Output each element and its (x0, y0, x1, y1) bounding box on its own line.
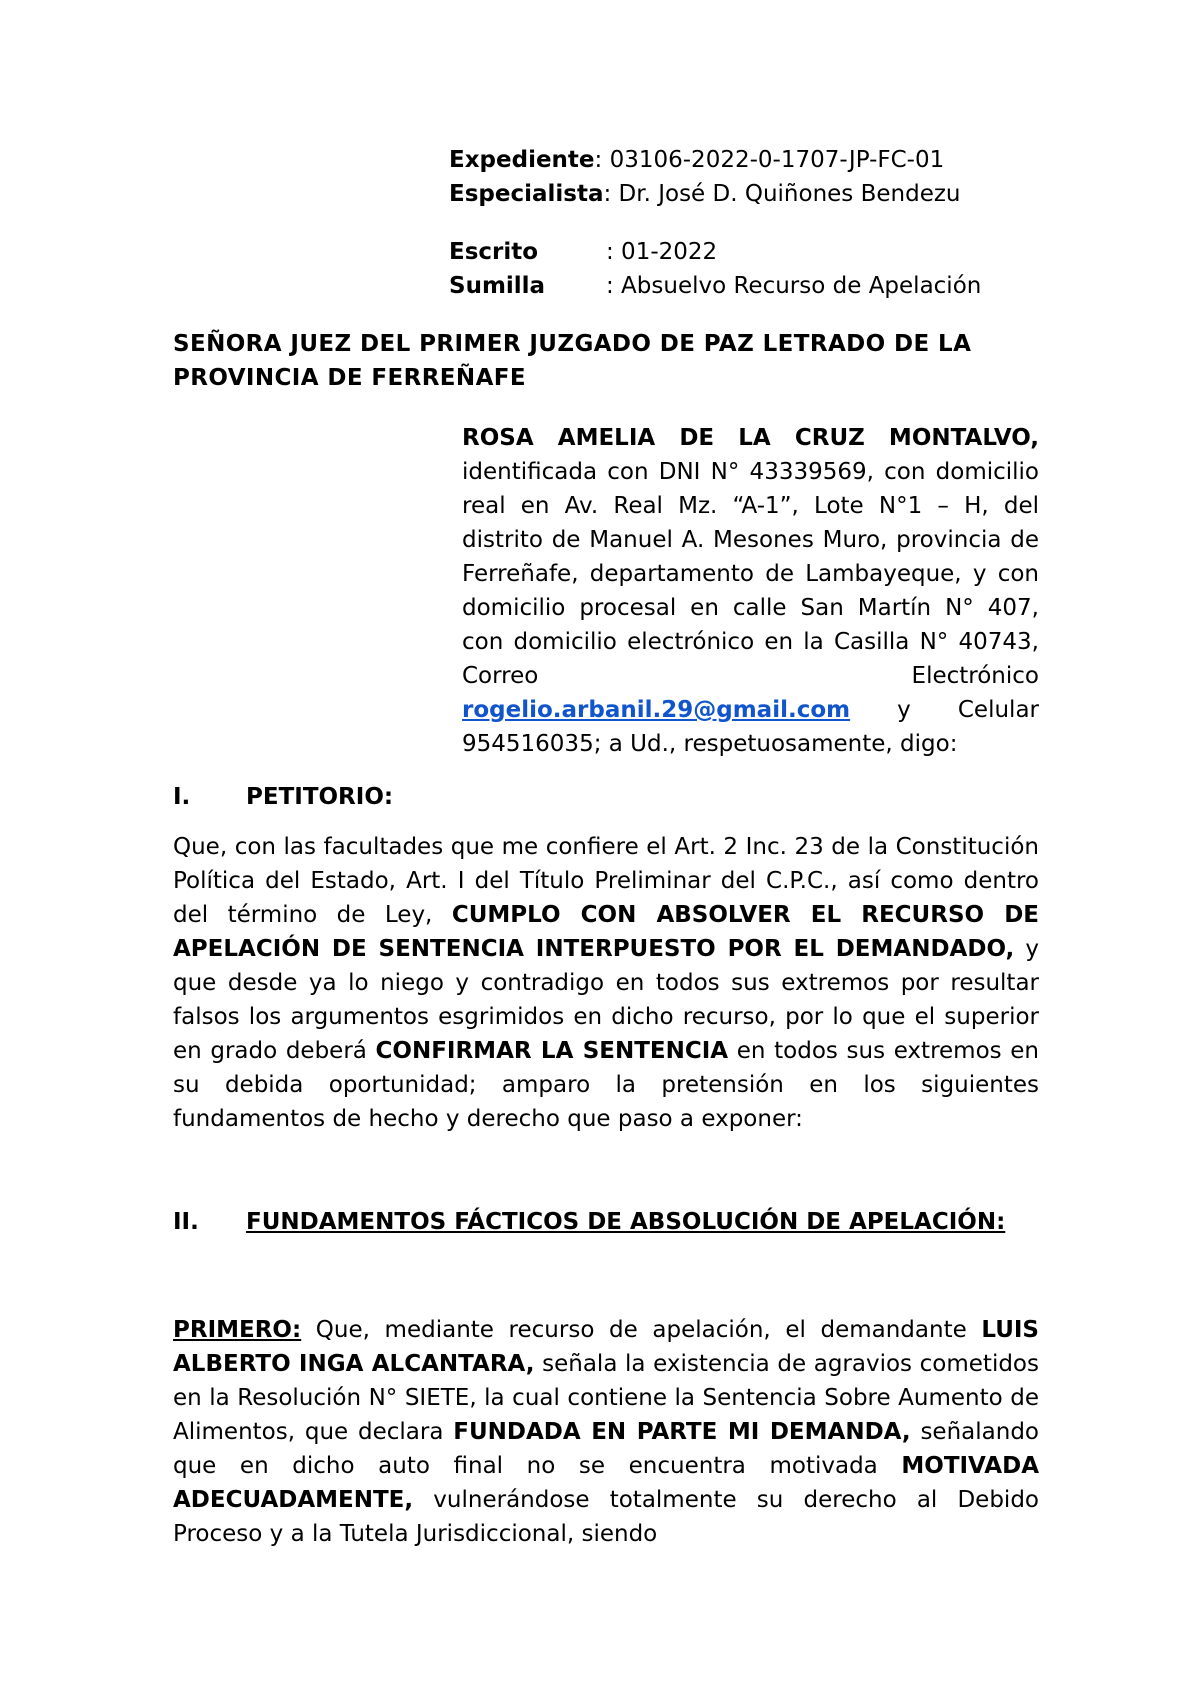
expediente-value: : 03106-2022-0-1707-JP-FC-01 (594, 147, 945, 173)
primero-paragraph: PRIMERO: Que, mediante recurso de apelación, el demandante LUIS ALBERTO INGA ALCANTARA, señala la existencia de agravios cometidos en la Resolución N° SIETE, la cual contiene la Sentencia Sobre Aumento de Alimentos, que declara FUNDADA EN PARTE MI DEMANDA, señalando que en dicho auto final no se encuentra motivada MOTIVADA ADECUADAMENTE, vulnerándose totalmente su derecho al Debido Proceso y a la Tutela Jurisdiccional, siendo (173, 1317, 1039, 1547)
primero-label: PRIMERO: (173, 1317, 302, 1343)
case-header (449, 143, 1069, 303)
section-number: II. (173, 1209, 199, 1235)
section-title: FUNDAMENTOS FÁCTICOS DE ABSOLUCIÓN DE APELACIÓN: (246, 1209, 1006, 1235)
sumilla-row (449, 269, 1069, 303)
section-number: I. (173, 784, 191, 810)
petitorio-bold-1: CUMPLO CON ABSOLVER EL RECURSO DE APELACIÓN DE SENTENCIA INTERPUESTO POR EL DEMANDADO, (173, 902, 1040, 962)
escrito-row (449, 235, 1069, 269)
especialista-label: Especialista (449, 181, 604, 207)
party-details: identificada con DNI N° 43339569, con domicilio real en Av. Real Mz. “A-1”, Lote N°1 – H, del distrito de Manuel A. Mesones Muro, provincia de Ferreñafe, departamento de Lambayeque, y con domicilio procesal en calle San Martín N° 407, con domicilio electrónico en la Casilla N° 40743, Correo Electrónico (462, 459, 1039, 689)
email-link[interactable]: rogelio.arbanil.29@gmail.com (462, 697, 851, 723)
section-title: PETITORIO: (246, 784, 394, 810)
party-identification (462, 421, 1039, 761)
section-petitorio-heading (173, 780, 1039, 814)
party-name: ROSA AMELIA DE LA CRUZ MONTALVO, (462, 425, 1039, 451)
party-closing: y Celular 954516035; a Ud., respetuosamente, digo: (462, 697, 1039, 757)
expediente-row (449, 143, 1069, 177)
escrito-label: Escrito (449, 239, 539, 265)
addressee-heading: SEÑORA JUEZ DEL PRIMER JUZGADO DE PAZ LETRADO DE LA PROVINCIA DE FERREÑAFE (173, 331, 972, 391)
especialista-row (449, 177, 1069, 211)
escrito-value: : 01-2022 (606, 239, 718, 265)
sumilla-value: : Absuelvo Recurso de Apelación (606, 273, 982, 299)
especialista-value: : Dr. José D. Quiñones Bendezu (603, 181, 961, 207)
expediente-label: Expediente (449, 147, 595, 173)
sumilla-label: Sumilla (449, 273, 546, 299)
section-fundamentos-heading (173, 1205, 1039, 1239)
petitorio-paragraph: Que, con las facultades que me confiere el Art. 2 Inc. 23 de la Constitución Política del Estado, Art. I del Título Preliminar del C.P.C., así como dentro del término de Ley, CUMPLO CON ABSOLVER EL RECURSO DE APELACIÓN DE SENTENCIA INTERPUESTO POR EL DEMANDADO, y que desde ya lo niego y contradigo en todos sus extremos por resultar falsos los argumentos esgrimidos en dicho recurso, por lo que el superior en grado deberá CONFIRMAR LA SENTENCIA en todos sus extremos en su debida oportunidad; amparo la pretensión en los siguientes fundamentos de hecho y derecho que paso a exponer: (173, 834, 1040, 1132)
petitorio-bold-2: CONFIRMAR LA SENTENCIA (375, 1038, 729, 1064)
